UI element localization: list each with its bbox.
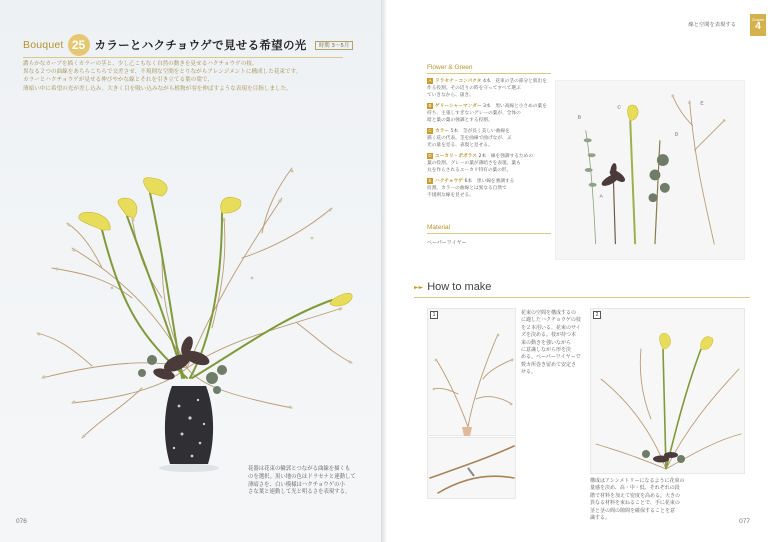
caption-line: のを選択。黒い地の色はドラセナと連動して	[248, 473, 356, 480]
page-number-right: 077	[739, 518, 750, 525]
materials-photo	[555, 80, 745, 260]
right-page	[387, 0, 768, 542]
flower-name: ユーカリ・ポポラス	[435, 154, 477, 159]
flower-desc: 持ち、主張しすぎないグレーの葉が、全体の	[427, 111, 521, 116]
svg-text:A: A	[599, 194, 603, 200]
chapter-tab	[750, 14, 766, 36]
material-text: ペーパーワイヤー	[427, 240, 467, 246]
season-tag: 時期 3～5月	[315, 41, 354, 50]
material-heading: Material	[427, 224, 451, 231]
flower-desc: ていきなから、扱き。	[427, 93, 474, 98]
step-line: 識する。	[590, 515, 611, 522]
step-1-detail-illustration	[428, 438, 517, 500]
flower-letter-badge: A	[428, 78, 432, 83]
flower-name: ゲリーシャーマンダー	[435, 104, 482, 109]
step-line: を２本用いる。花束のサイ	[521, 324, 581, 331]
step-line: せる。	[521, 369, 537, 376]
step-1-text	[521, 310, 581, 377]
flower-desc: 2本 線を強調するための	[478, 154, 534, 159]
flower-desc: 不規則な線を見せる。	[427, 193, 474, 198]
flower-desc: 作る役割。その辺りの時を守ってすべて選ぶ	[427, 86, 521, 91]
how-to-make-label: How to make	[427, 281, 492, 293]
bouquet-photo	[12, 138, 367, 478]
step-1-illustration	[428, 309, 517, 437]
caption-line: 花器は花束の輪郭とつながる曲線を描くも	[248, 466, 351, 472]
step-line: 花束の空間を構成するの	[521, 310, 577, 316]
step-2-illustration	[591, 309, 746, 475]
intro-line: カラーとハクチョウゲが見せる伸びやかな線とそれを引き立てる葉の葉で、	[23, 77, 213, 84]
intro-line: 薄暗い中に希望の光が差し込み、大きく目を吸い込みながら植物が羽を伸ばすような表現を目指しました。	[23, 85, 292, 92]
flower-letter-badge: D	[428, 153, 432, 158]
step-line: 数カ所巻き留めて安定さ	[521, 361, 577, 368]
how-to-make-heading	[414, 280, 491, 294]
bouquet-number-badge: 25	[68, 34, 90, 56]
flower-green-heading: Flower & Green	[427, 64, 473, 71]
step-line: ズを決める。枝が持つ本	[521, 332, 577, 339]
intro-line: 異なる２つの曲線をあちらこちらで交差させ、不規則な空間をとりながらアレンジメントに構成した花束です。	[23, 69, 302, 76]
chapter-header	[688, 14, 765, 34]
bouquet-label: Bouquet	[23, 39, 64, 51]
step-line: 茎と茎の間の隙間を確保することを意	[590, 507, 676, 514]
flower-letter-badge: C	[428, 128, 432, 133]
step-line: 来の動きを強いながら	[521, 339, 572, 346]
step-line: 量感を決め、高・中・低、それぞれの段	[590, 485, 680, 492]
step-number: 1	[430, 311, 438, 319]
svg-text:C: C	[617, 105, 621, 111]
page-number-left: 076	[16, 518, 27, 525]
step-1-photo	[427, 308, 516, 436]
svg-text:D: D	[674, 132, 679, 138]
svg-text:B: B	[577, 115, 582, 121]
step-line: に適したハクチョウゲの枝	[521, 317, 581, 324]
step-line: 構成はアシンメトリーになるように花束の	[590, 478, 685, 484]
flower-desc: 役割。カラーの曲線とは異なる自然で	[427, 186, 507, 191]
flower-green-divider	[427, 73, 551, 74]
flower-desc: 3本 黒い高線と小さめの葉を	[483, 104, 547, 109]
flower-desc: 光の量を見る、表現と見せる。	[427, 143, 493, 148]
step-line: 異なる材料を束ねることで、手に花束の	[590, 500, 680, 507]
step-line: める。ペーパーワイヤーで	[521, 354, 581, 361]
step-2-text	[590, 478, 685, 522]
flower-name: カラー	[435, 129, 450, 134]
chapter-label: Chapter	[751, 18, 765, 22]
intro-text	[23, 60, 343, 93]
title-divider	[23, 57, 343, 58]
intro-line: 濃らかなカーブを描くカラーの茎と、少し乙こもなく自然の動きを見せるハクチョウゲの枝。	[23, 61, 258, 67]
arrow-icon: ►►	[414, 283, 424, 291]
material-divider	[427, 233, 551, 234]
flower-letter-badge: E	[428, 178, 432, 183]
left-page	[0, 0, 381, 542]
flower-desc: 葉の役割。グレーの葉が薄暗さを表現、葉も	[427, 161, 521, 166]
chapter-title: 線と空間を表現する	[688, 22, 736, 28]
flower-desc: 6本 黒い線を強調する	[464, 179, 515, 184]
flower-desc: 描く花の代表。茎を曲線で曲げなが、ぶ	[427, 136, 512, 141]
page-title	[23, 34, 353, 56]
step-2-photo	[590, 308, 745, 474]
how-to-make-divider	[414, 297, 750, 298]
step-line: に意識しながら形を決	[521, 347, 572, 354]
step-1-detail-photo	[427, 437, 516, 499]
flower-name: ドラセナ・コンパクタ	[435, 79, 482, 84]
flower-desc: 丸を作らされるユーカリ特有の葉の形。	[427, 168, 512, 173]
bouquet-title: カラーとハクチョウゲで見せる希望の光	[94, 38, 307, 52]
step-line: 階で材料を加えて密度を高める。大きの	[590, 492, 681, 499]
caption-line: さな葉と連動して光と明るさを表現する。	[248, 489, 351, 496]
bouquet-caption	[248, 466, 368, 497]
flower-desc: 暗と葉の葉の強調とする役割。	[427, 118, 493, 123]
svg-text:E: E	[700, 101, 704, 107]
chapter-number: 4	[755, 21, 761, 32]
caption-line: 薄暗さを、白い模様はハクチョウゲの小	[248, 481, 345, 488]
flower-desc: 5本 茎が長く美しい曲線を	[450, 129, 510, 134]
step-number: 2	[593, 311, 601, 319]
flower-letter-badge: B	[428, 103, 432, 108]
flower-desc: 4本 花束の茎の部分と肌出を	[482, 79, 547, 84]
flower-name: ハクチョウゲ	[435, 179, 463, 184]
